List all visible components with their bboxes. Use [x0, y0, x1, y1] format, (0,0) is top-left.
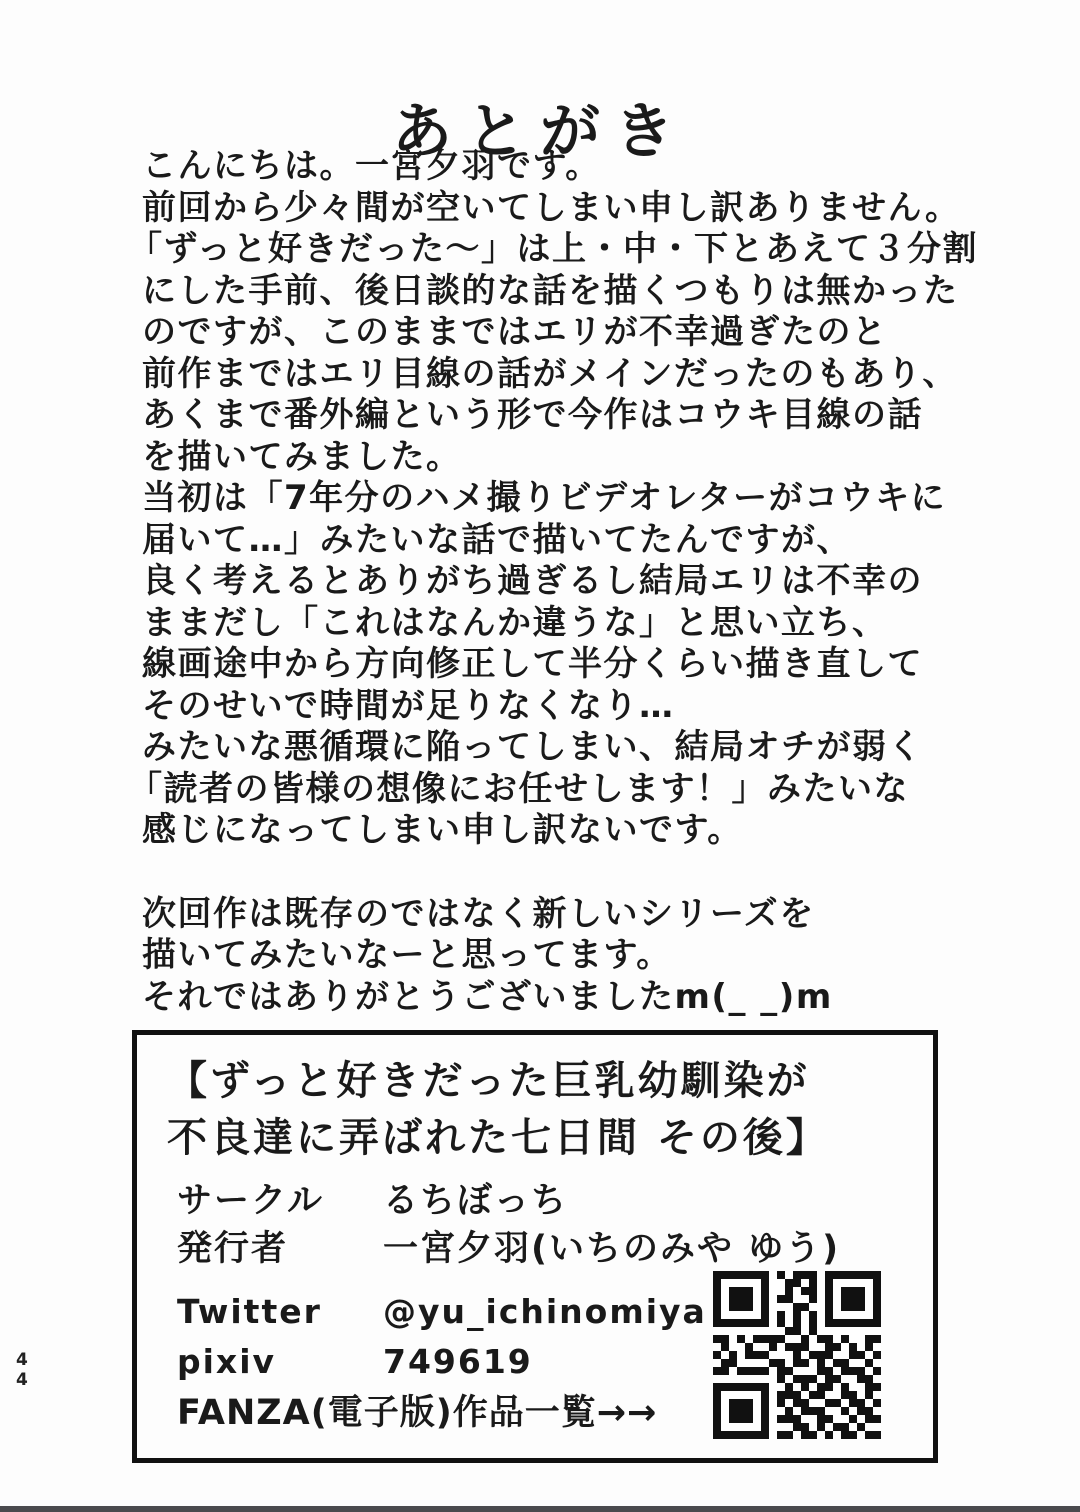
circle-row [177, 1177, 933, 1225]
text-line: 感じになってしまい申し訳ないです。 [142, 810, 743, 850]
publisher-label: 発行者 [177, 1229, 289, 1269]
circle-label: サークル [177, 1181, 324, 1221]
fanza-line: FANZA(電子版)作品一覧→→ [177, 1393, 658, 1433]
work-title-line2: 不良達に弄ばれた七日間 その後】 [167, 1115, 829, 1161]
text-line: ままだし「これはなんか違うな」と思い立ち、 [142, 602, 888, 643]
text-line: のですが、このままではエリが不幸過ぎたのと [142, 312, 888, 352]
twitter-label: Twitter [177, 1292, 322, 1331]
circle-value: るちぼっち [383, 1181, 569, 1221]
text-line: 次回作は既存のではなく新しいシリーズを [142, 893, 815, 934]
text-line: 前作まではエリ目線の話がメインだったのもあり、 [142, 353, 958, 394]
text-line: 良く考えるとありがち過ぎるし結局エリは不幸の [142, 561, 923, 601]
afterword-body [128, 146, 1042, 1018]
page-number [16, 1350, 28, 1390]
pixiv-id: 749619 [383, 1342, 533, 1381]
page-title: あとがき [392, 97, 688, 168]
pixiv-label: pixiv [177, 1342, 277, 1381]
text-line: 「読者の皆様の想像にお任せします！」みたいな [128, 768, 909, 809]
publisher-value: 一宮夕羽(いちのみや ゆう) [383, 1229, 841, 1269]
text-line: そのせいで時間が足りなくなり… [142, 685, 675, 726]
text-line: 届いて…」みたいな話で描いてたんですが、 [142, 519, 852, 560]
text-line: 線画途中から方向修正して半分くらい描き直して [142, 644, 923, 684]
twitter-handle: @yu_ichinomiya [383, 1292, 707, 1331]
text-line: あくまで番外編という形で今作はコウキ目線の話 [142, 395, 923, 435]
text-line: にした手前、後日談的な話を描くつもりは無かった [142, 270, 959, 311]
publisher-row [177, 1225, 933, 1273]
text-line: 「ずっと好きだった〜」は上・中・下とあえて３分割 [128, 229, 978, 269]
work-info-box [132, 1030, 938, 1463]
page-number-digit: 4 [16, 1350, 28, 1370]
qr-code-icon [713, 1271, 881, 1439]
text-line: 前回から少々間が空いてしまい申し訳ありません。 [142, 187, 961, 228]
work-title-line1: 【ずっと好きだった巨乳幼馴染が [167, 1058, 810, 1104]
work-title [167, 1053, 933, 1167]
text-line: 描いてみたいなーと思ってます。 [142, 935, 672, 975]
text-line: 当初は「7年分のハメ撮りビデオレターがコウキに [142, 478, 947, 518]
qr-code-svg [713, 1271, 881, 1439]
text-line: を描いてみました。 [142, 436, 462, 477]
text-line: こんにちは。一宮夕羽です。 [142, 146, 601, 186]
text-line: それではありがとうございましたm(_ _)m [142, 976, 833, 1017]
page-bottom-edge [0, 1506, 1080, 1512]
text-line: みたいな悪循環に陥ってしまい、結局オチが弱く [142, 727, 923, 767]
page-number-digit: 4 [16, 1370, 28, 1390]
